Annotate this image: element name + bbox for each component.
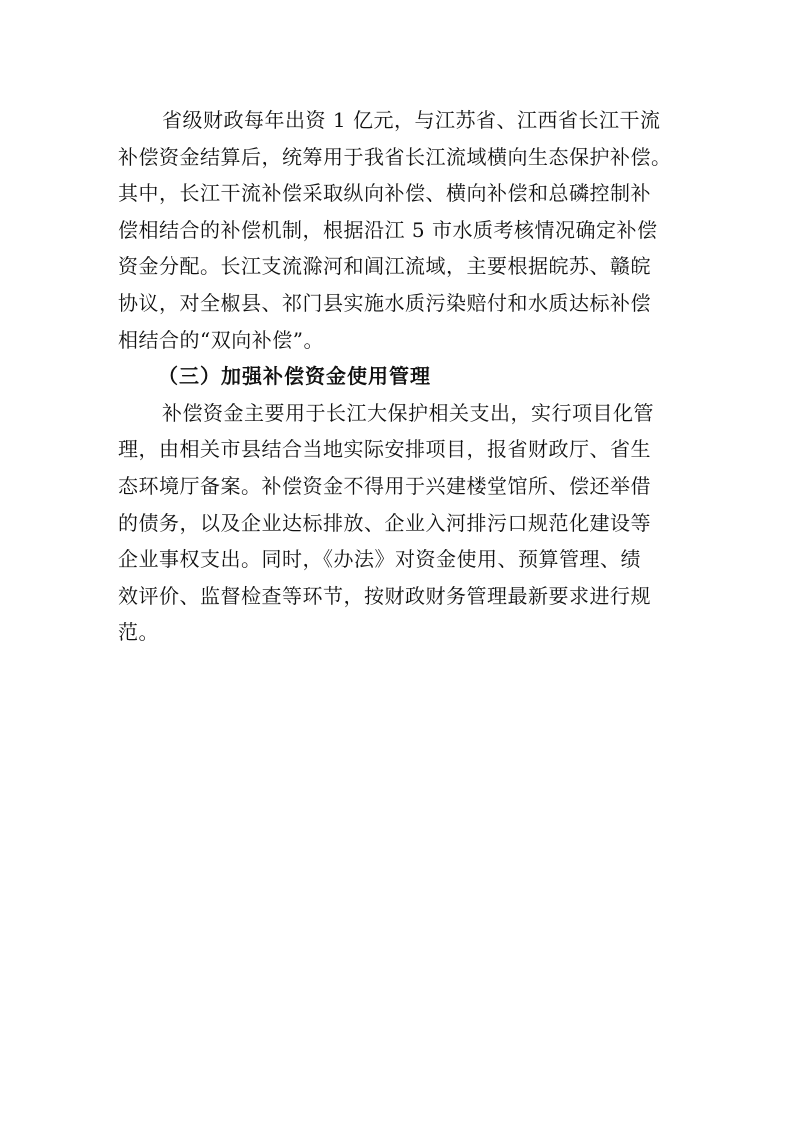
text-line: 其中，长江干流补偿采取纵向补偿、横向补偿和总磷控制补 [118, 181, 651, 206]
text-line: 相结合的“双向补偿”。 [118, 327, 324, 352]
section-heading [118, 358, 680, 395]
text-line: 协议，对全椒县、祁门县实施水质污染赔付和水质达标补偿 [118, 290, 651, 315]
text-line: 补偿资金主要用于长江大保护相关支出，实行项目化管 [162, 400, 654, 425]
document-body [118, 102, 680, 651]
text-line: 理，由相关市县结合当地实际安排项目，报省财政厅、省生 [118, 437, 651, 462]
text-line: 补偿资金结算后，统筹用于我省长江流域横向生态保护补偿。 [118, 144, 672, 169]
text-line: 效评价、监督检查等环节，按财政财务管理最新要求进行规 [118, 583, 651, 608]
paragraph-funding-settlement [118, 102, 680, 358]
text-line: 范。 [118, 620, 159, 645]
text-line: 资金分配。长江支流滁河和阊江流域，主要根据皖苏、赣皖 [118, 254, 651, 279]
paragraph-fund-usage [118, 395, 680, 651]
text-line: 企业事权支出。同时，《办法》对资金使用、预算管理、绩 [118, 547, 641, 572]
text-line: 态环境厅备案。补偿资金不得用于兴建楼堂馆所、偿还举借 [118, 473, 651, 498]
section-heading-text: （三）加强补偿资金使用管理 [158, 364, 431, 389]
text-line: 省级财政每年出资 1 亿元，与江苏省、江西省长江干流 [162, 108, 661, 132]
text-line: 的债务，以及企业达标排放、企业入河排污口规范化建设等 [118, 510, 651, 535]
text-line: 偿相结合的补偿机制，根据沿江 5 市水质考核情况确定补偿 [118, 217, 658, 242]
